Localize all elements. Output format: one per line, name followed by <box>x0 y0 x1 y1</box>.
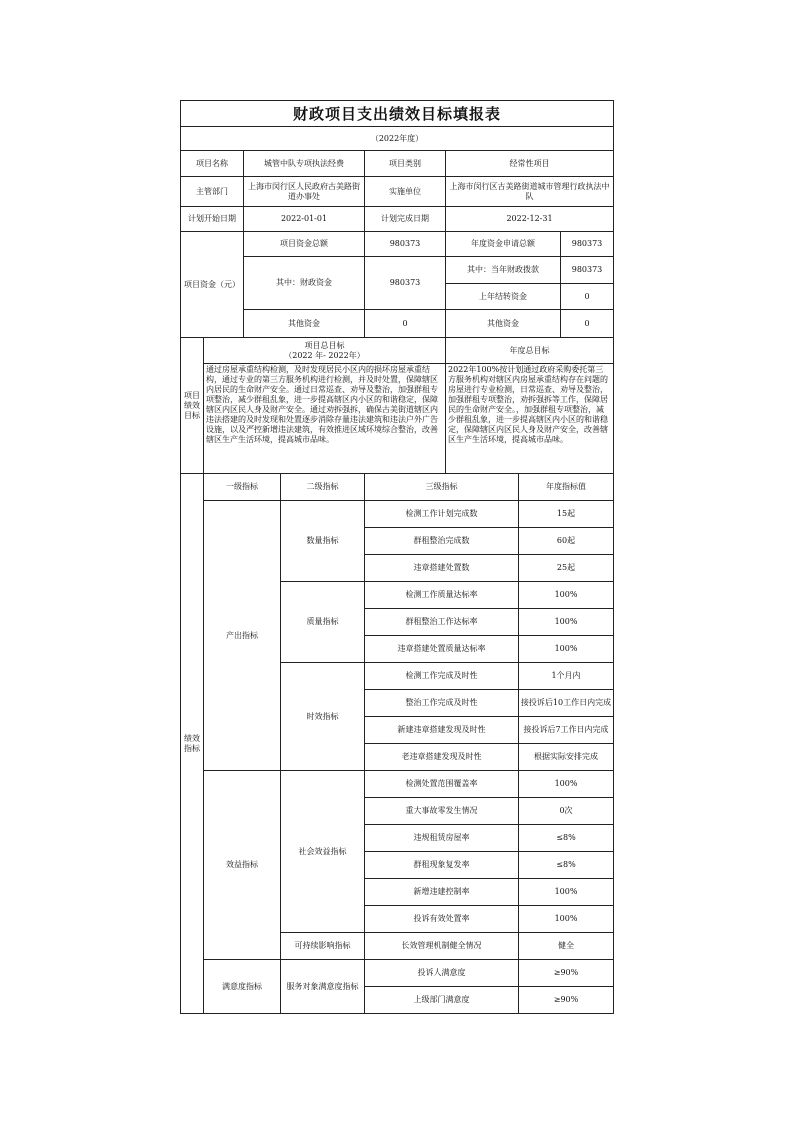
funds-current-label: 其中：当年财政拨款 <box>446 257 561 284</box>
end-date-value: 2022-12-31 <box>446 207 614 232</box>
funds-total-value: 980373 <box>365 232 446 257</box>
form-title: 财政项目支出绩效目标填报表 <box>181 101 614 127</box>
indicator-name: 群租现象复发率 <box>365 852 519 879</box>
funds-fiscal-value: 980373 <box>365 257 446 310</box>
indicator-value: 25起 <box>519 555 614 582</box>
indicator-value: 1个月内 <box>519 663 614 690</box>
indicators-label: 绩效指标 <box>181 474 204 1014</box>
indicator-name: 长效管理机制健全情况 <box>365 933 519 960</box>
indicator-value: 100% <box>519 771 614 798</box>
indicator-value: 根据实际安排完成 <box>519 744 614 771</box>
funds-carry-label: 上年结转资金 <box>446 284 561 310</box>
indicator-name: 违规租赁房屋率 <box>365 825 519 852</box>
indicator-name: 违章搭建处置质量达标率 <box>365 636 519 663</box>
form-year: （2022年度） <box>181 127 614 151</box>
output-indicator: 产出指标 <box>204 501 281 771</box>
dept-label: 主管部门 <box>181 177 244 207</box>
header-level3: 三级指标 <box>365 474 519 501</box>
indicator-value: 100% <box>519 582 614 609</box>
funds-total-label: 项目资金总额 <box>244 232 365 257</box>
indicator-name: 整治工作完成及时性 <box>365 690 519 717</box>
overall-goal-text: 通过房屋承重结构检测，及时发现居民小区内的损坏房屋承重结构，通过专业的第三方服务机构进行检测，并及时处置，保障辖区内居民的生命财产安全。通过日常巡查、劝导及整治，加强群租专项整治，减少群租乱象，进一步提高辖区内小区的和谐稳定，保障辖区内区民人身及财产安全。通过劝拆强拆，确保古美街道辖区内违法搭建的及时发现和处置逐步消除存量违法建筑和违法户外广告设施，以及严控新增违法建筑，有效推进区域环境综合整治，改善辖区生产生活环境，提高城市品味。 <box>204 364 446 474</box>
indicator-value: 健全 <box>519 933 614 960</box>
indicator-value: 接投诉后10工作日内完成 <box>519 690 614 717</box>
impl-value: 上海市闵行区古美路街道城市管理行政执法中队 <box>446 177 614 207</box>
indicator-name: 重大事故零发生情况 <box>365 798 519 825</box>
indicator-value: ≥90% <box>519 987 614 1014</box>
funds-annual-value: 980373 <box>561 232 614 257</box>
annual-goal-label: 年度总目标 <box>446 338 614 364</box>
quantity-indicator: 数量指标 <box>281 501 365 582</box>
indicator-value: ≥90% <box>519 960 614 987</box>
social-benefit-indicator: 社会效益指标 <box>281 771 365 933</box>
start-date-label: 计划开始日期 <box>181 207 244 232</box>
indicator-name: 老违章搭建发现及时性 <box>365 744 519 771</box>
indicator-value: 100% <box>519 879 614 906</box>
indicator-name: 检测处置范围覆盖率 <box>365 771 519 798</box>
funds-other2-label: 其他资金 <box>446 310 561 338</box>
header-value: 年度指标值 <box>519 474 614 501</box>
funds-label: 项目资金（元） <box>181 232 244 338</box>
overall-goal-period: （2022 年- 2022年） <box>284 350 365 360</box>
indicator-value: 0次 <box>519 798 614 825</box>
start-date-value: 2022-01-01 <box>244 207 365 232</box>
project-type-value: 经常性项目 <box>446 151 614 177</box>
project-type-label: 项目类别 <box>365 151 446 177</box>
indicator-value: ≤8% <box>519 852 614 879</box>
indicator-name: 新增违建控制率 <box>365 879 519 906</box>
timeliness-indicator: 时效指标 <box>281 663 365 771</box>
indicator-value: 100% <box>519 636 614 663</box>
quality-indicator: 质量指标 <box>281 582 365 663</box>
funds-annual-label: 年度资金申请总额 <box>446 232 561 257</box>
funds-carry-value: 0 <box>561 284 614 310</box>
impl-label: 实施单位 <box>365 177 446 207</box>
indicator-name: 新建违章搭建发现及时性 <box>365 717 519 744</box>
overall-goal-label: 项目总目标 <box>304 340 345 350</box>
header-level2: 二级指标 <box>281 474 365 501</box>
indicator-name: 检测工作计划完成数 <box>365 501 519 528</box>
project-name-value: 城管中队专项执法经费 <box>244 151 365 177</box>
end-date-label: 计划完成日期 <box>365 207 446 232</box>
overall-goal-header <box>204 338 446 364</box>
indicator-name: 违章搭建处置数 <box>365 555 519 582</box>
sustain-indicator: 可持续影响指标 <box>281 933 365 960</box>
benefit-indicator: 效益指标 <box>204 771 281 960</box>
dept-value: 上海市闵行区人民政府古美路街道办事处 <box>244 177 365 207</box>
indicator-name: 上级部门满意度 <box>365 987 519 1014</box>
funds-other-value: 0 <box>365 310 446 338</box>
satisfaction-indicator: 满意度指标 <box>204 960 281 1014</box>
indicator-name: 投诉人满意度 <box>365 960 519 987</box>
project-name-label: 项目名称 <box>181 151 244 177</box>
indicator-value: 100% <box>519 906 614 933</box>
indicator-value: 100% <box>519 609 614 636</box>
indicator-name: 检测工作完成及时性 <box>365 663 519 690</box>
indicator-value: ≤8% <box>519 825 614 852</box>
funds-current-value: 980373 <box>561 257 614 284</box>
goals-label: 项目绩效目标 <box>181 338 204 474</box>
funds-other-label: 其他资金 <box>244 310 365 338</box>
service-satisfaction-indicator: 服务对象满意度指标 <box>281 960 365 1014</box>
indicator-name: 群租整治完成数 <box>365 528 519 555</box>
indicator-value: 15起 <box>519 501 614 528</box>
annual-goal-text: 2022年100%按计划通过政府采购委托第三方服务机构对辖区内房屋承重结构存在问题的房屋进行专业检测，日常巡查、劝导及整治，加强群租专项整治，劝拆强拆等工作，保障居民的生命财产安全。，加强群租专项整治，减少群租乱象，进一步提高辖区内小区的和谐稳定，保障辖区内区民人身及财产安全，改善辖区生产生活环境，提高城市品味。 <box>446 364 614 474</box>
header-level1: 一级指标 <box>204 474 281 501</box>
form-table <box>180 100 614 1014</box>
indicator-name: 群租整治工作达标率 <box>365 609 519 636</box>
funds-fiscal-label: 其中：财政资金 <box>244 257 365 310</box>
indicator-name: 投诉有效处置率 <box>365 906 519 933</box>
performance-form <box>180 100 613 1014</box>
indicator-name: 检测工作质量达标率 <box>365 582 519 609</box>
indicator-value: 接投诉后7工作日内完成 <box>519 717 614 744</box>
indicator-value: 60起 <box>519 528 614 555</box>
funds-other2-value: 0 <box>561 310 614 338</box>
